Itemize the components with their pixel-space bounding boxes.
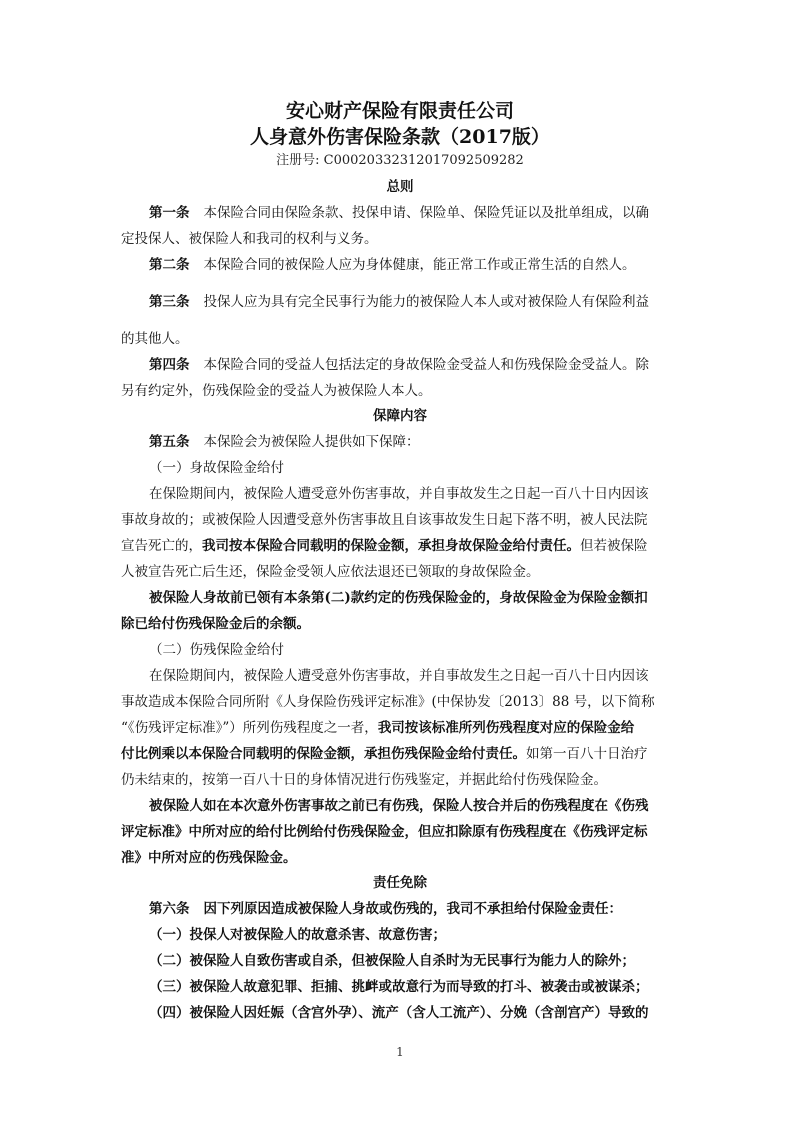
article-5-para-2-line-2: 除已给付伤残保险金后的余额。 (121, 616, 310, 632)
product-title: 人身意外伤害保险条款（2017版） (250, 126, 550, 148)
article-3-line-2: 的其他人。 (121, 331, 189, 347)
article-5-para-4-line-2: 评定标准》中所对应的给付比例给付伤残保险金，但应扣除原有伤残程度在《伤残评定标 (121, 824, 648, 840)
article-5-subheading-1: （一）身故保险金给付 (149, 460, 284, 476)
article-5-subheading-2: （二）伤残保险金给付 (149, 642, 284, 658)
article-2-line-1: 第二条 本保险合同的被保险人应为身体健康，能正常工作或正常生活的自然人。 (149, 257, 636, 273)
section-heading-coverage: 保障内容 (373, 408, 427, 424)
article-5-para-3-line-1: 在保险期间内，被保险人遭受意外伤害事故，并自事故发生之日起一百八十日内因该 (149, 668, 649, 684)
article-6-item-4: （四）被保险人因妊娠（含宫外孕）、流产（含人工流产）、分娩（含剖宫产）导致的 (149, 1005, 649, 1021)
article-6-label: 第六条 (149, 901, 190, 917)
article-5-para-4-line-1: 被保险人如在本次意外伤害事故之前已有伤残，保险人按合并后的伤残程度在《伤残 (149, 798, 649, 814)
article-5-label: 第五条 (149, 434, 190, 450)
article-5-para-2-line-1: 被保险人身故前已领有本条第(二)款约定的伤残保险金的，身故保险金为保险金额扣 (149, 590, 648, 606)
article-4-label: 第四条 (149, 357, 190, 373)
article-5-para-3-line-2: 事故造成本保险合同所附《人身保险伤残评定标准》(中保协发〔2013〕88 号，以下简称 (121, 694, 655, 710)
article-3-label: 第三条 (149, 294, 190, 310)
article-4-line-1: 第四条 本保险合同的受益人包括法定的身故保险金受益人和伤残保险金受益人。除 (149, 357, 649, 373)
page-number: 1 (396, 1045, 404, 1059)
article-5-para-4-line-3: 准》中所对应的伤残保险金。 (121, 850, 297, 866)
article-5-para-1-line-4: 人被宣告死亡后生还，保险金受领人应依法退还已领取的身故保险金。 (121, 564, 540, 580)
article-6-line-1: 第六条 因下列原因造成被保险人身故或伤残的，我司不承担给付保险金责任： (149, 901, 622, 917)
article-1-label: 第一条 (149, 205, 190, 221)
article-5-para-1-line-1: 在保险期间内，被保险人遭受意外伤害事故，并自事故发生之日起一百八十日内因该 (149, 486, 649, 502)
article-1-line-1: 第一条 本保险合同由保险条款、投保申请、保险单、保险凭证以及批单组成，以确 (149, 205, 649, 221)
section-heading-exclusions: 责任免除 (373, 875, 427, 891)
article-4-line-2: 另有约定外，伤残保险金的受益人为被保险人本人。 (121, 383, 432, 399)
company-title: 安心财产保险有限责任公司 (285, 100, 514, 122)
article-1-line-2: 定投保人、被保险人和我司的权利与义务。 (121, 231, 378, 247)
article-5-para-3-line-3: “《伤残评定标准》”）所列伤残程度之一者，我司按该标准所列伤残程度对应的保险金给 (121, 720, 635, 736)
section-heading-general: 总则 (386, 179, 414, 195)
article-2-label: 第二条 (149, 257, 190, 273)
article-5-para-3-line-4: 付比例乘以本保险合同载明的保险金额，承担伤残保险金给付责任。如第一百八十日治疗 (121, 746, 648, 762)
registration-number: 注册号: C00020332312017092509282 (276, 153, 524, 168)
article-5-para-3-line-5: 仍未结束的，按第一百八十日的身体情况进行伤残鉴定，并据此给付伤残保险金。 (121, 772, 607, 788)
article-5-para-1-line-2: 事故身故的；或被保险人因遭受意外伤害事故且自该事故发生日起下落不明，被人民法院 (121, 512, 648, 528)
article-5-para-1-line-3: 宣告死亡的，我司按本保险合同载明的保险金额，承担身故保险金给付责任。但若被保险 (121, 538, 648, 554)
article-6-item-3: （三）被保险人故意犯罪、拒捕、挑衅或故意行为而导致的打斗、被袭击或被谋杀； (149, 979, 649, 995)
article-6-item-1: （一）投保人对被保险人的故意杀害、故意伤害； (149, 927, 446, 943)
article-5-line-1: 第五条 本保险会为被保险人提供如下保障： (149, 434, 420, 450)
article-3-line-1: 第三条 投保人应为具有完全民事行为能力的被保险人本人或对被保险人有保险利益 (149, 294, 649, 310)
article-6-item-2: （二）被保险人自致伤害或自杀，但被保险人自杀时为无民事行为能力人的除外； (149, 953, 635, 969)
